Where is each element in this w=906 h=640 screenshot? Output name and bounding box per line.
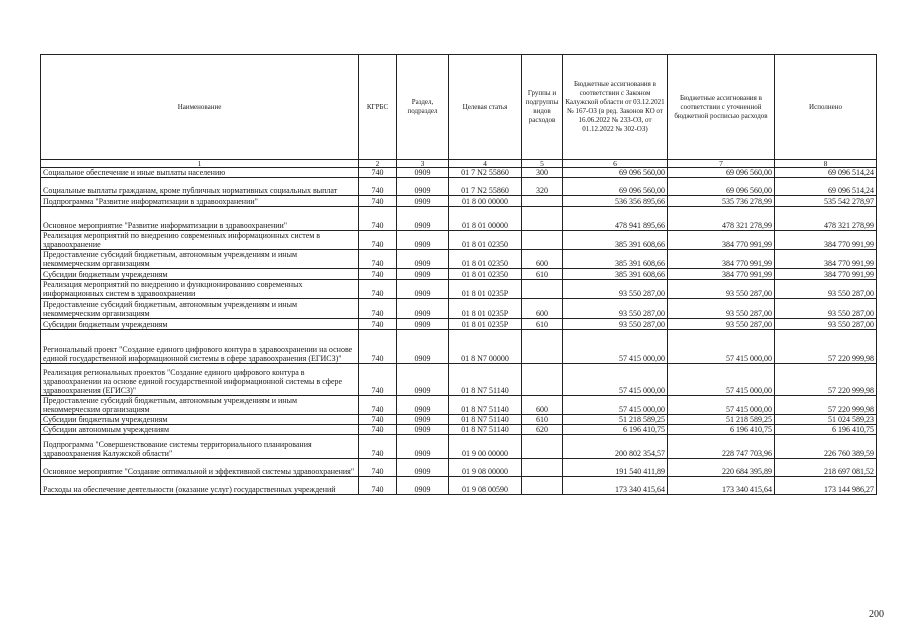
header-target-article: Целевая статья <box>449 55 522 160</box>
cell-executed: 384 770 991,99 <box>775 269 877 280</box>
cell-name: Основное мероприятие "Создание оптимальной и эффективной системы здравоохранения" <box>41 459 359 477</box>
cell-kgrbs: 740 <box>359 330 397 364</box>
cell-name: Социальные выплаты гражданам, кроме публичных нормативных социальных выплат <box>41 178 359 196</box>
cell-target-article: 01 8 01 02350 <box>449 231 522 250</box>
cell-executed: 69 096 514,24 <box>775 168 877 178</box>
cell-refined-allocation: 535 736 278,99 <box>668 196 775 207</box>
cell-refined-allocation: 93 550 287,00 <box>668 299 775 319</box>
cell-target-article: 01 8 N7 51140 <box>449 364 522 396</box>
header-section: Раздел, подраздел <box>397 55 449 160</box>
cell-refined-allocation: 384 770 991,99 <box>668 231 775 250</box>
cell-refined-allocation: 220 684 395,89 <box>668 459 775 477</box>
cell-expense-group <box>522 459 563 477</box>
cell-refined-allocation: 228 747 703,96 <box>668 435 775 459</box>
cell-executed: 57 220 999,98 <box>775 330 877 364</box>
cell-expense-group <box>522 477 563 495</box>
cell-kgrbs: 740 <box>359 231 397 250</box>
column-number-row <box>41 160 877 168</box>
cell-refined-allocation: 6 196 410,75 <box>668 425 775 435</box>
header-name: Наименование <box>41 55 359 160</box>
cell-refined-allocation: 173 340 415,64 <box>668 477 775 495</box>
cell-kgrbs: 740 <box>359 168 397 178</box>
header-refined-allocations: Бюджетные ассигнования в соответствии с уточненной бюджетной росписью расходов <box>668 55 775 160</box>
cell-section: 0909 <box>397 415 449 425</box>
cell-refined-allocation: 57 415 000,00 <box>668 364 775 396</box>
cell-refined-allocation: 69 096 560,00 <box>668 168 775 178</box>
header-kgrbs: КГРБС <box>359 55 397 160</box>
cell-refined-allocation: 93 550 287,00 <box>668 319 775 330</box>
table-row <box>41 178 877 196</box>
column-number: 8 <box>775 160 877 168</box>
table-row <box>41 207 877 231</box>
cell-executed: 51 024 589,23 <box>775 415 877 425</box>
cell-kgrbs: 740 <box>359 207 397 231</box>
cell-executed: 69 096 514,24 <box>775 178 877 196</box>
cell-executed: 226 760 389,59 <box>775 435 877 459</box>
cell-kgrbs: 740 <box>359 477 397 495</box>
table-row <box>41 435 877 459</box>
table-row <box>41 168 877 178</box>
column-number: 7 <box>668 160 775 168</box>
cell-kgrbs: 740 <box>359 319 397 330</box>
table-row <box>41 269 877 280</box>
cell-law-allocation: 93 550 287,00 <box>563 299 668 319</box>
cell-executed: 6 196 410,75 <box>775 425 877 435</box>
cell-expense-group: 300 <box>522 168 563 178</box>
cell-law-allocation: 93 550 287,00 <box>563 280 668 299</box>
cell-expense-group <box>522 330 563 364</box>
cell-law-allocation: 6 196 410,75 <box>563 425 668 435</box>
cell-executed: 535 542 278,97 <box>775 196 877 207</box>
table-row <box>41 477 877 495</box>
table-row <box>41 250 877 269</box>
cell-refined-allocation: 384 770 991,99 <box>668 250 775 269</box>
table-row <box>41 459 877 477</box>
cell-section: 0909 <box>397 364 449 396</box>
cell-target-article: 01 8 01 00000 <box>449 207 522 231</box>
table-row <box>41 196 877 207</box>
cell-expense-group <box>522 435 563 459</box>
cell-executed: 478 321 278,99 <box>775 207 877 231</box>
cell-expense-group <box>522 196 563 207</box>
cell-target-article: 01 8 01 0235P <box>449 319 522 330</box>
cell-section: 0909 <box>397 178 449 196</box>
cell-expense-group <box>522 231 563 250</box>
cell-name: Расходы на обеспечение деятельности (оказание услуг) государственных учреждений <box>41 477 359 495</box>
budget-table-sheet <box>40 54 876 495</box>
cell-executed: 93 550 287,00 <box>775 299 877 319</box>
cell-name: Реализация мероприятий по внедрению современных информационных систем в здравоохранение <box>41 231 359 250</box>
cell-name: Предоставление субсидий бюджетным, автономным учреждениям и иным некоммерческим организациям <box>41 299 359 319</box>
cell-name: Подпрограмма "Совершенствование системы территориального планирования здравоохранения Калужской области" <box>41 435 359 459</box>
cell-name: Реализация региональных проектов "Создание единого цифрового контура в здравоохранении на основе единой государственной информационной системы в сфере здравоохранения (ЕГИСЗ)" <box>41 364 359 396</box>
cell-section: 0909 <box>397 168 449 178</box>
cell-law-allocation: 385 391 608,66 <box>563 269 668 280</box>
cell-name: Предоставление субсидий бюджетным, автономным учреждениям и иным некоммерческим организациям <box>41 250 359 269</box>
cell-kgrbs: 740 <box>359 178 397 196</box>
cell-name: Предоставление субсидий бюджетным, автономным учреждениям и иным некоммерческим организациям <box>41 396 359 415</box>
cell-law-allocation: 173 340 415,64 <box>563 477 668 495</box>
cell-law-allocation: 478 941 895,66 <box>563 207 668 231</box>
cell-target-article: 01 8 01 0235P <box>449 280 522 299</box>
cell-executed: 93 550 287,00 <box>775 280 877 299</box>
cell-target-article: 01 8 N7 51140 <box>449 415 522 425</box>
cell-section: 0909 <box>397 207 449 231</box>
table-row <box>41 280 877 299</box>
table-row <box>41 364 877 396</box>
cell-expense-group: 610 <box>522 269 563 280</box>
table-header-row <box>41 55 877 160</box>
cell-section: 0909 <box>397 319 449 330</box>
table-row <box>41 319 877 330</box>
cell-name: Субсидии бюджетным учреждениям <box>41 269 359 280</box>
cell-executed: 57 220 999,98 <box>775 396 877 415</box>
cell-law-allocation: 200 802 354,57 <box>563 435 668 459</box>
cell-target-article: 01 8 N7 00000 <box>449 330 522 364</box>
cell-name: Субсидии бюджетным учреждениям <box>41 319 359 330</box>
cell-kgrbs: 740 <box>359 459 397 477</box>
cell-kgrbs: 740 <box>359 415 397 425</box>
column-number: 2 <box>359 160 397 168</box>
cell-name: Субсидии автономным учреждениям <box>41 425 359 435</box>
cell-expense-group: 610 <box>522 415 563 425</box>
cell-expense-group: 600 <box>522 299 563 319</box>
cell-executed: 173 144 986,27 <box>775 477 877 495</box>
cell-kgrbs: 740 <box>359 280 397 299</box>
cell-section: 0909 <box>397 299 449 319</box>
cell-law-allocation: 93 550 287,00 <box>563 319 668 330</box>
cell-law-allocation: 191 540 411,89 <box>563 459 668 477</box>
cell-kgrbs: 740 <box>359 435 397 459</box>
cell-section: 0909 <box>397 196 449 207</box>
cell-expense-group: 620 <box>522 425 563 435</box>
column-number: 4 <box>449 160 522 168</box>
cell-section: 0909 <box>397 269 449 280</box>
cell-expense-group: 600 <box>522 250 563 269</box>
cell-name: Субсидии бюджетным учреждениям <box>41 415 359 425</box>
header-expense-groups: Группы и подгруппы видов расходов <box>522 55 563 160</box>
cell-law-allocation: 385 391 608,66 <box>563 231 668 250</box>
cell-executed: 384 770 991,99 <box>775 231 877 250</box>
cell-target-article: 01 8 01 02350 <box>449 250 522 269</box>
cell-expense-group <box>522 280 563 299</box>
table-row <box>41 415 877 425</box>
cell-section: 0909 <box>397 396 449 415</box>
cell-law-allocation: 51 218 589,25 <box>563 415 668 425</box>
cell-refined-allocation: 51 218 589,25 <box>668 415 775 425</box>
cell-target-article: 01 9 08 00000 <box>449 459 522 477</box>
column-number: 3 <box>397 160 449 168</box>
cell-expense-group <box>522 364 563 396</box>
budget-execution-table <box>40 54 877 495</box>
cell-expense-group: 610 <box>522 319 563 330</box>
cell-kgrbs: 740 <box>359 396 397 415</box>
cell-law-allocation: 57 415 000,00 <box>563 330 668 364</box>
cell-name: Подпрограмма "Развитие информатизации в здравоохранении" <box>41 196 359 207</box>
cell-section: 0909 <box>397 435 449 459</box>
cell-expense-group: 600 <box>522 396 563 415</box>
cell-section: 0909 <box>397 330 449 364</box>
cell-kgrbs: 740 <box>359 196 397 207</box>
cell-target-article: 01 8 01 0235P <box>449 299 522 319</box>
table-row <box>41 330 877 364</box>
cell-section: 0909 <box>397 425 449 435</box>
cell-name: Социальное обеспечение и иные выплаты населению <box>41 168 359 178</box>
cell-kgrbs: 740 <box>359 364 397 396</box>
cell-target-article: 01 8 01 02350 <box>449 269 522 280</box>
cell-refined-allocation: 57 415 000,00 <box>668 396 775 415</box>
cell-law-allocation: 385 391 608,66 <box>563 250 668 269</box>
cell-executed: 93 550 287,00 <box>775 319 877 330</box>
cell-section: 0909 <box>397 459 449 477</box>
cell-name: Региональный проект "Создание единого цифрового контура в здравоохранении на основе единой государственной информационной системы в сфере здравоохранения (ЕГИСЗ)" <box>41 330 359 364</box>
cell-kgrbs: 740 <box>359 299 397 319</box>
cell-target-article: 01 9 00 00000 <box>449 435 522 459</box>
column-number: 5 <box>522 160 563 168</box>
cell-refined-allocation: 478 321 278,99 <box>668 207 775 231</box>
cell-section: 0909 <box>397 231 449 250</box>
column-number: 1 <box>41 160 359 168</box>
cell-expense-group <box>522 207 563 231</box>
cell-target-article: 01 7 N2 55860 <box>449 168 522 178</box>
cell-refined-allocation: 93 550 287,00 <box>668 280 775 299</box>
cell-refined-allocation: 57 415 000,00 <box>668 330 775 364</box>
cell-name: Основное мероприятие "Развитие информатизации в здравоохранении" <box>41 207 359 231</box>
cell-law-allocation: 69 096 560,00 <box>563 178 668 196</box>
cell-target-article: 01 8 N7 51140 <box>449 425 522 435</box>
column-number: 6 <box>563 160 668 168</box>
cell-section: 0909 <box>397 477 449 495</box>
cell-executed: 384 770 991,99 <box>775 250 877 269</box>
table-row <box>41 396 877 415</box>
header-law-allocations: Бюджетные ассигнования в соответствии с Законом Калужской области от 03.12.2021 № 167-ОЗ (в ред. Законов КО от 16.06.2022 № 233-ОЗ, от 01.12.2022 № 302-ОЗ) <box>563 55 668 160</box>
table-row <box>41 299 877 319</box>
cell-executed: 57 220 999,98 <box>775 364 877 396</box>
page-number: 200 <box>869 609 884 620</box>
cell-target-article: 01 9 08 00590 <box>449 477 522 495</box>
cell-target-article: 01 7 N2 55860 <box>449 178 522 196</box>
table-row <box>41 425 877 435</box>
cell-target-article: 01 8 N7 51140 <box>449 396 522 415</box>
cell-refined-allocation: 69 096 560,00 <box>668 178 775 196</box>
cell-executed: 218 697 081,52 <box>775 459 877 477</box>
cell-section: 0909 <box>397 280 449 299</box>
cell-law-allocation: 57 415 000,00 <box>563 364 668 396</box>
cell-refined-allocation: 384 770 991,99 <box>668 269 775 280</box>
table-body <box>41 168 877 495</box>
header-executed: Исполнено <box>775 55 877 160</box>
cell-section: 0909 <box>397 250 449 269</box>
cell-name: Реализация мероприятий по внедрению и функционированию современных информационных систем в здравоохранении <box>41 280 359 299</box>
cell-law-allocation: 536 356 895,66 <box>563 196 668 207</box>
cell-law-allocation: 69 096 560,00 <box>563 168 668 178</box>
cell-law-allocation: 57 415 000,00 <box>563 396 668 415</box>
cell-kgrbs: 740 <box>359 425 397 435</box>
table-row <box>41 231 877 250</box>
cell-expense-group: 320 <box>522 178 563 196</box>
cell-target-article: 01 8 00 00000 <box>449 196 522 207</box>
cell-kgrbs: 740 <box>359 250 397 269</box>
cell-kgrbs: 740 <box>359 269 397 280</box>
